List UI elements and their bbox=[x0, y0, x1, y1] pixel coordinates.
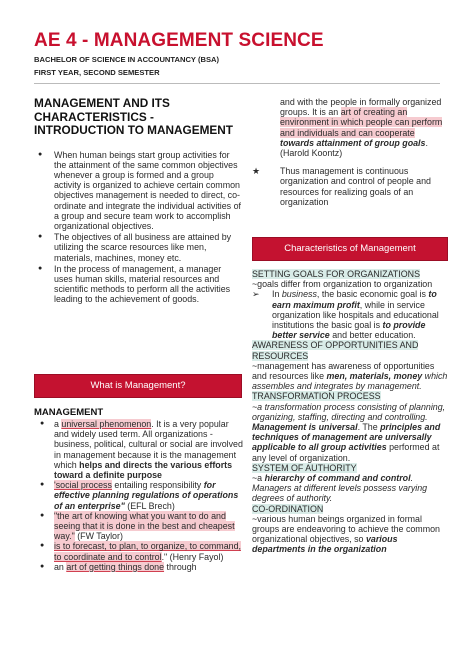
star-icon: ★ bbox=[252, 166, 260, 177]
heading-line-2: CHARACTERISTICS - bbox=[34, 109, 154, 124]
heading-line-1: MANAGEMENT AND ITS bbox=[34, 96, 170, 110]
year-line: FIRST YEAR, SECOND SEMESTER bbox=[34, 68, 160, 77]
document-title: AE 4 - MANAGEMENT SCIENCE bbox=[34, 30, 324, 51]
heading-line-3: INTRODUCTION TO MANAGEMENT bbox=[34, 123, 234, 137]
list-item: ● is to forecast, to plan, to organize, to command, to coordinate and to control." (Henry Fayol) bbox=[34, 541, 244, 561]
characteristics-banner: Characteristics of Management bbox=[252, 237, 448, 261]
body-text: ~management has awareness of opportunities and resources like men, materials, money which assembles and integrates by management. bbox=[252, 360, 448, 392]
management-heading: MANAGEMENT bbox=[34, 407, 104, 418]
section-label: TRANSFORMATION PROCESS bbox=[252, 391, 381, 402]
body-text: ~goals differ from organization to organization bbox=[252, 279, 433, 290]
header-divider bbox=[34, 83, 440, 84]
management-definitions bbox=[34, 419, 244, 572]
body-text: ~a hierarchy of command and control. Managers at different levels possess varying degrees of authority. bbox=[252, 473, 428, 504]
what-is-management-banner: What is Management? bbox=[34, 374, 242, 398]
list-item: ● The objectives of all business are attained by utilizing the scarce resources like men, materials, machines, money etc. bbox=[34, 232, 242, 263]
body-text: ~various human beings organized in formal groups are endeavoring to achieve the common organizational objectives, so various departments in the organization bbox=[252, 513, 440, 555]
highlight: 'social process bbox=[54, 480, 112, 491]
summary-item: ★ Thus management is continuous organization and control of people and resources for realizing goals of an organization bbox=[252, 166, 431, 207]
program-line: BACHELOR OF SCIENCE IN ACCOUNTANCY (BSA) bbox=[34, 55, 220, 64]
list-item: ● 'social process entailing responsibility for effective planning regulations of operations of an enterprise" (EFL Brech) bbox=[34, 480, 244, 511]
body-text: ~a transformation process consisting of planning, organizing, staffing, directing and controlling. Management is universal. The principles and techniques of management are universally applicable to all group activities performed at any level of organization. bbox=[252, 401, 446, 463]
highlight: art of creating an environment in which people can perform and individuals and can cooperate bbox=[280, 107, 443, 138]
left-column bbox=[34, 97, 242, 306]
section-label: SYSTEM OF AUTHORITY bbox=[252, 462, 357, 473]
highlight: universal phenomenon bbox=[61, 419, 152, 429]
sub-item: ➢ In business, the basic economic goal is to earn maximum profit, while in service organization like hospitals and educational institutions the basic goal is to provide better service and better education. bbox=[252, 289, 439, 341]
highlight: is to forecast, to plan, to organize, to command, to coordinate and to control bbox=[54, 541, 241, 562]
definition-continued: and with the people in formally organized groups. It is an art of creating an environment in which people can perform and individuals and can cooperate towards attainment of group goals. (Harold Koontz) bbox=[280, 97, 443, 159]
section-label: AWARENESS OF OPPORTUNITIES AND RESOURCES bbox=[252, 340, 419, 361]
list-item: ● In the process of management, a manager uses human skills, material resources and scientific methods to perform all the activities leading to the achievement of goods. bbox=[34, 264, 242, 305]
intro-list bbox=[34, 150, 242, 305]
characteristics-list bbox=[252, 269, 448, 555]
highlight: "the art of knowing what you want to do and seeing that it is done in the best and cheapest way." bbox=[54, 510, 235, 542]
section-label: CO-ORDINATION bbox=[252, 503, 324, 514]
list-item: ● "the art of knowing what you want to do and seeing that it is done in the best and cheapest way." (FW Taylor) bbox=[34, 511, 244, 542]
right-column bbox=[252, 97, 447, 207]
list-item: ● When human beings start group activities for the attainment of the same common objectives whenever a group is formed and a group activity is organized to achieve certain common objectives management is needed to direct, co-ordinate and integrate the individual activities of a group and secure team work to accomplish organizational objectives. bbox=[34, 150, 242, 232]
section-heading bbox=[34, 97, 242, 138]
arrow-bullet-icon: ➢ bbox=[252, 289, 260, 300]
section-label: SETTING GOALS FOR ORGANIZATIONS bbox=[252, 269, 420, 279]
list-item: ● an art of getting things done through bbox=[34, 562, 244, 572]
list-item: ● a universal phenomenon. It is a very popular and widely used term. All organizations - business, political, cultural or social are involved in management because it is the management which helps and directs the various efforts toward a definite purpose bbox=[34, 419, 244, 480]
highlight: art of getting things done bbox=[66, 561, 165, 572]
